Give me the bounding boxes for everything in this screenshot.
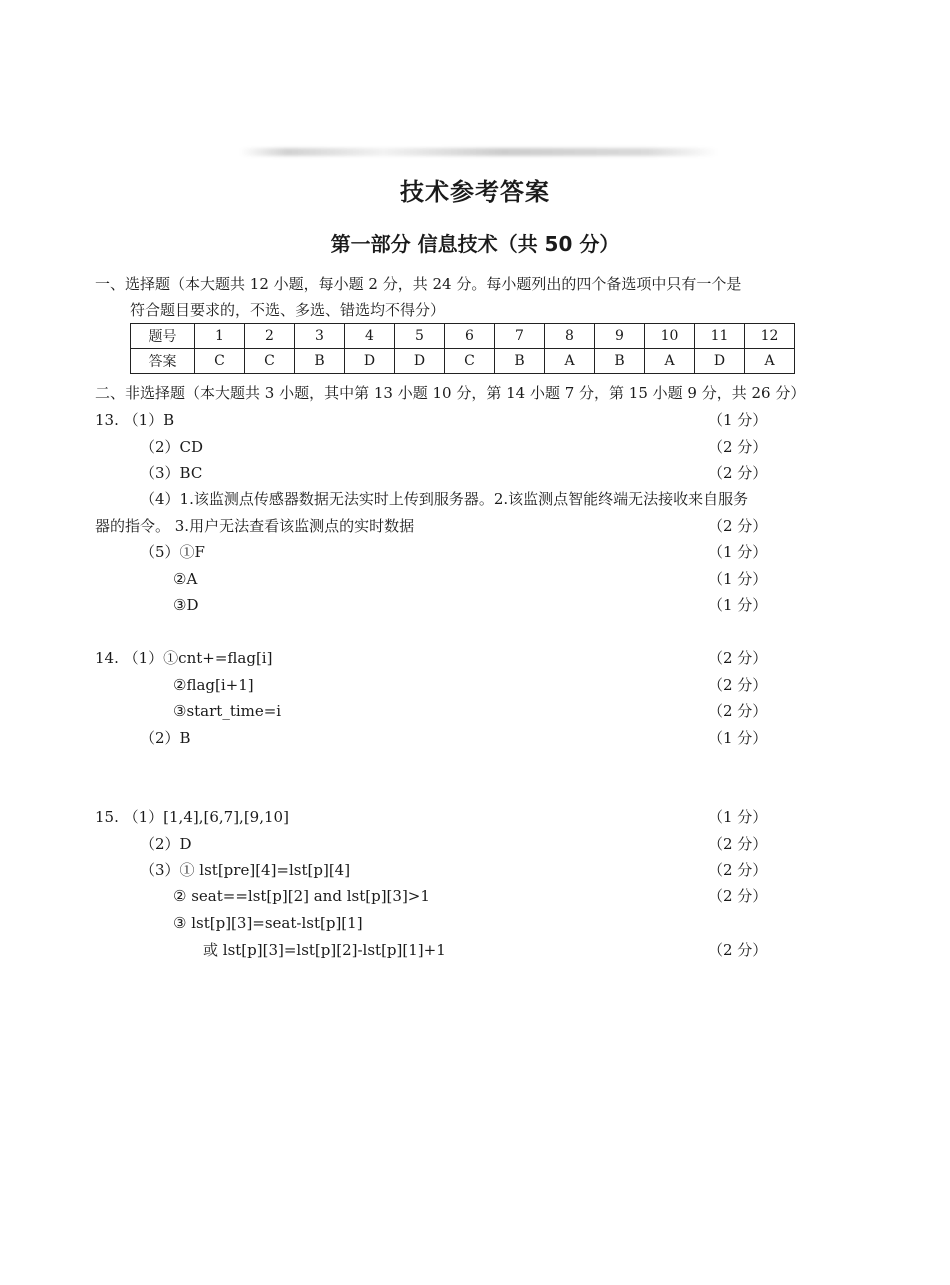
q13-line: ②A	[173, 570, 198, 588]
table-cell: A	[545, 349, 595, 374]
q15-score: （1 分）	[708, 808, 768, 826]
q13-score: （2 分）	[708, 517, 768, 535]
table-cell: A	[745, 349, 795, 374]
section2-heading: 二、非选择题（本大题共 3 小题，其中第 13 小题 10 分，第 14 小题 7 分，第 15 小题 9 分，共 26 分）	[95, 384, 806, 402]
q15-line: 15. （1）[1,4],[6,7],[9,10]	[95, 808, 289, 826]
q13-score: （2 分）	[708, 464, 768, 482]
scan-smudge	[240, 148, 718, 156]
table-header-number: 题号	[131, 324, 195, 349]
table-cell: B	[595, 349, 645, 374]
q13-score: （1 分）	[708, 543, 768, 561]
q15-line: （2）D	[140, 835, 192, 853]
q13-line: ③D	[173, 596, 199, 614]
q14-line: 14. （1）①cnt+=flag[i]	[95, 649, 273, 667]
table-cell: 7	[495, 324, 545, 349]
q14-score: （2 分）	[708, 676, 768, 694]
q13-line: （5）①F	[140, 543, 205, 561]
table-cell: 5	[395, 324, 445, 349]
table-cell: D	[395, 349, 445, 374]
q15-score: （2 分）	[708, 941, 768, 959]
table-cell: C	[245, 349, 295, 374]
q13-line: （4）1.该监测点传感器数据无法实时上传到服务器。2.该监测点智能终端无法接收来自服务	[140, 490, 749, 508]
q13-line: （2）CD	[140, 438, 204, 456]
answer-table	[130, 323, 795, 374]
q13-line: 器的指令。 3.用户无法查看该监测点的实时数据	[95, 517, 415, 535]
section-subtitle: 第一部分 信息技术（共 50 分）	[330, 232, 620, 256]
q15-score: （2 分）	[708, 887, 768, 905]
table-cell: D	[345, 349, 395, 374]
table-cell: 3	[295, 324, 345, 349]
q14-score: （1 分）	[708, 729, 768, 747]
table-header-answer: 答案	[131, 349, 195, 374]
q14-line: ③start_time=i	[173, 702, 282, 720]
section1-heading-line2: 符合题目要求的，不选、多选、错选均不得分）	[130, 301, 446, 319]
table-cell: 1	[195, 324, 245, 349]
q13-line: 13. （1）B	[95, 411, 175, 429]
q15-line: ③ lst[p][3]=seat-lst[p][1]	[173, 914, 363, 932]
table-cell: 12	[745, 324, 795, 349]
table-cell: A	[645, 349, 695, 374]
q14-line: ②flag[i+1]	[173, 676, 254, 694]
table-cell: 10	[645, 324, 695, 349]
table-cell: 6	[445, 324, 495, 349]
q15-score: （2 分）	[708, 861, 768, 879]
q15-line: （3）① lst[pre][4]=lst[p][4]	[140, 861, 351, 879]
table-row-numbers	[131, 324, 795, 349]
table-cell: 9	[595, 324, 645, 349]
table-cell: B	[295, 349, 345, 374]
q13-line: （3）BC	[140, 464, 203, 482]
table-cell: 8	[545, 324, 595, 349]
table-cell: C	[445, 349, 495, 374]
table-cell: 11	[695, 324, 745, 349]
q13-score: （1 分）	[708, 411, 768, 429]
table-cell: D	[695, 349, 745, 374]
q13-score: （2 分）	[708, 438, 768, 456]
table-cell: C	[195, 349, 245, 374]
q14-line: （2）B	[140, 729, 191, 747]
q15-score: （2 分）	[708, 835, 768, 853]
table-cell: 2	[245, 324, 295, 349]
table-row-answers	[131, 349, 795, 374]
table-cell: B	[495, 349, 545, 374]
q14-score: （2 分）	[708, 649, 768, 667]
section1-heading-line1: 一、选择题（本大题共 12 小题，每小题 2 分，共 24 分。每小题列出的四个备选项中只有一个是	[95, 275, 742, 293]
page-title: 技术参考答案	[400, 178, 550, 206]
q15-line: ② seat==lst[p][2] and lst[p][3]>1	[173, 887, 430, 905]
table-cell: 4	[345, 324, 395, 349]
q13-score: （1 分）	[708, 596, 768, 614]
q14-score: （2 分）	[708, 702, 768, 720]
q15-line: 或 lst[p][3]=lst[p][2]-lst[p][1]+1	[203, 941, 446, 959]
q13-score: （1 分）	[708, 570, 768, 588]
